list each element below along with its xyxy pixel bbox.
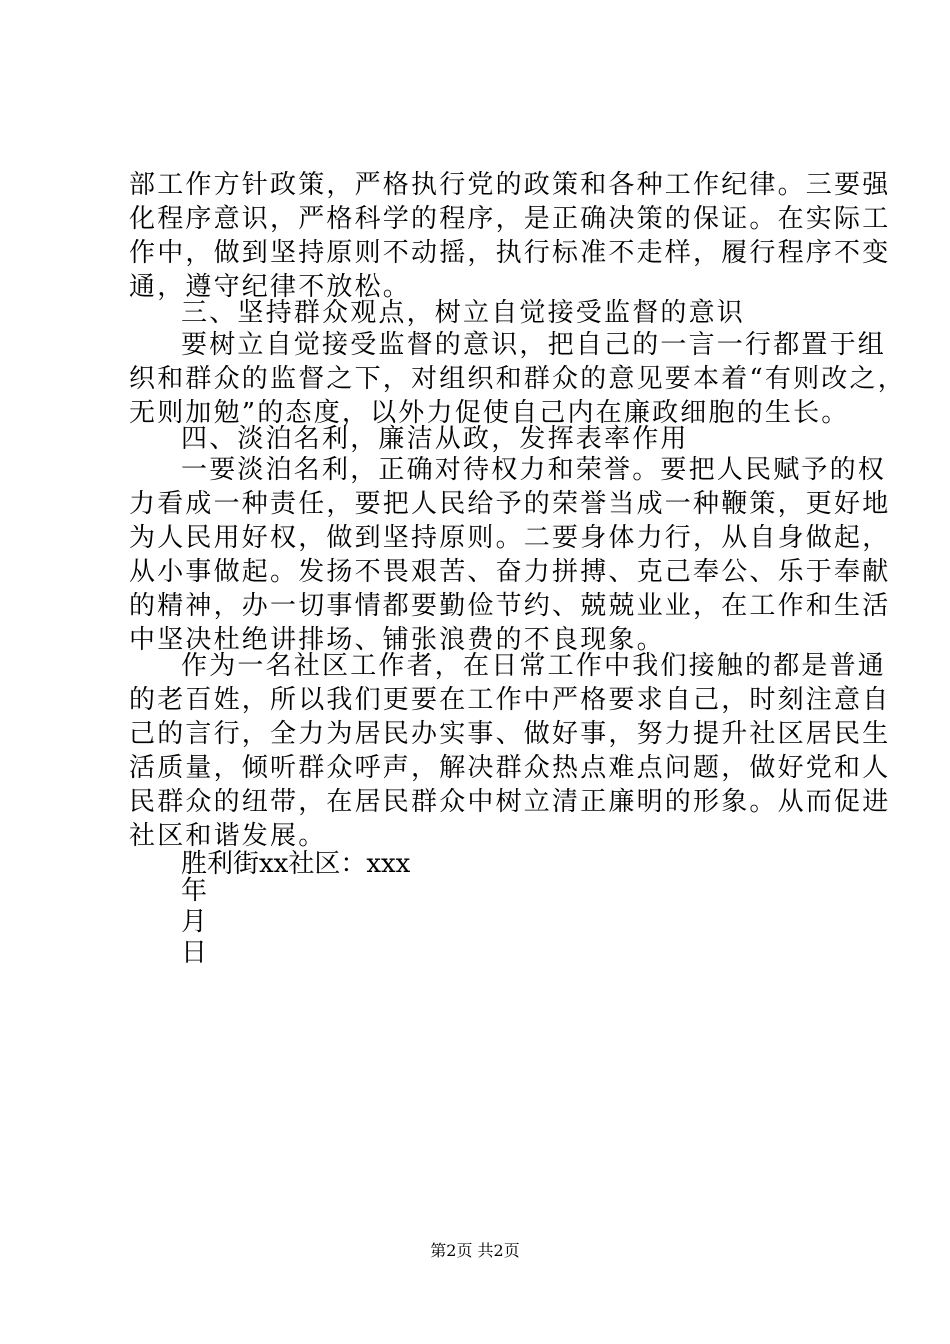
- date-day: 日: [181, 938, 210, 968]
- body-text-line: 一要淡泊名利，正确对待权力和荣誉。要把人民赋予的权: [181, 455, 887, 485]
- body-text-line: 的精神，办一切事情都要勤俭节约、兢兢业业，在工作和生活: [129, 591, 891, 621]
- date-month: 月: [181, 907, 210, 937]
- body-text-line: 活质量，倾听群众呼声，解决群众热点难点问题，做好党和人: [129, 753, 891, 783]
- body-text-line: 己的言行，全力为居民办实事、做好事，努力提升社区居民生: [129, 719, 891, 749]
- body-text-line: 的老百姓，所以我们更要在工作中严格要求自己，时刻注意自: [129, 685, 891, 715]
- body-text-line: 织和群众的监督之下，对组织和群众的意见要本着“有则改之，: [129, 364, 906, 394]
- body-text-line: 要树立自觉接受监督的意识，把自己的一言一行都置于组: [181, 330, 887, 360]
- signature-line: 胜利街xx社区：xxx: [181, 849, 411, 879]
- section-heading: 三、坚持群众观点，树立自觉接受监督的意识: [181, 298, 746, 328]
- body-text-line: 中坚决杜绝讲排场、铺张浪费的不良现象。: [129, 625, 665, 655]
- section-heading: 四、淡泊名利，廉洁从政，发挥表率作用: [181, 424, 689, 454]
- body-text-line: 作中，做到坚持原则不动摇，执行标准不走样，履行程序不变: [129, 238, 891, 268]
- page-number-footer: 第2页 共2页: [430, 1241, 520, 1260]
- date-year: 年: [181, 876, 210, 906]
- body-text-line: 民群众的纽带，在居民群众中树立清正廉明的形象。从而促进: [129, 787, 891, 817]
- body-text-line: 作为一名社区工作者，在日常工作中我们接触的都是普通: [181, 651, 887, 681]
- body-text-line: 社区和谐发展。: [129, 821, 327, 851]
- body-text-line: 部工作方针政策，严格执行党的政策和各种工作纪律。三要强: [129, 170, 891, 200]
- body-text-line: 无则加勉”的态度，以外力促使自己内在廉政细胞的生长。: [129, 398, 850, 428]
- body-text-line: 为人民用好权，做到坚持原则。二要身体力行，从自身做起，: [129, 523, 891, 553]
- body-text-line: 从小事做起。发扬不畏艰苦、奋力拼搏、克己奉公、乐于奉献: [129, 557, 891, 587]
- body-text-line: 化程序意识，严格科学的程序，是正确决策的保证。在实际工: [129, 204, 891, 234]
- body-text-line: 通，遵守纪律不放松。: [129, 272, 412, 302]
- body-text-line: 力看成一种责任，要把人民给予的荣誉当成一种鞭策，更好地: [129, 489, 891, 519]
